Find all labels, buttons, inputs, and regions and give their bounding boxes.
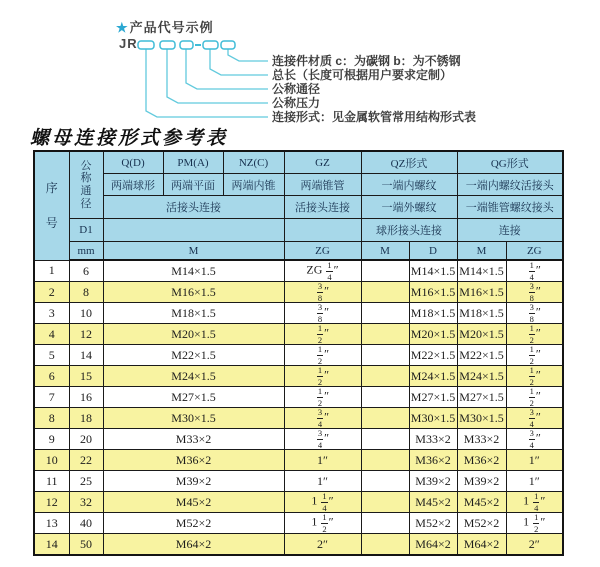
cell-qg-m: M39×2: [457, 471, 506, 492]
code-box: [203, 41, 218, 49]
header-unit-qz-m: M: [361, 242, 409, 261]
cell-qg-zg: $\frac{3}{8}$ ″: [506, 282, 563, 303]
cell-qg-zg: $\frac{1}{2}$ ″: [506, 387, 563, 408]
code-prefix: JR: [119, 36, 138, 51]
header-group-nzc: NZ(C): [223, 151, 284, 174]
cell-gz-zg: $\frac{3}{8}$ ″: [284, 282, 361, 303]
table-row: [34, 387, 563, 408]
header-mm: mm: [69, 242, 103, 261]
cell-gz-zg: 1″: [284, 471, 361, 492]
table-title: 螺母连接形式参考表: [30, 128, 229, 149]
table-row: [34, 492, 563, 513]
cell-qz-m: [361, 471, 409, 492]
header-unit-qg-m: M: [457, 242, 506, 261]
cell-dn: 10: [69, 303, 103, 324]
cell-qz-m: [361, 260, 409, 282]
cell-qz-d: M36×2: [409, 450, 457, 471]
cell-qz-d: M39×2: [409, 471, 457, 492]
header-group-pma: PM(A): [163, 151, 223, 174]
code-box: [221, 41, 235, 49]
header-empty-cell: [284, 219, 361, 242]
cell-qz-m: [361, 534, 409, 556]
cell-no: 7: [34, 387, 69, 408]
header-index: 序号: [34, 151, 69, 260]
code-label-connection: 连接形式：见金属软管常用结构形式表: [272, 110, 477, 124]
code-label-diameter: 公称通径: [272, 82, 321, 96]
cell-m: M24×1.5: [103, 366, 284, 387]
cell-no: 1: [34, 260, 69, 282]
cell-qz-m: [361, 408, 409, 429]
cell-m: M45×2: [103, 492, 284, 513]
header-qd-desc: 两端球形: [103, 174, 163, 196]
table-row: [34, 303, 563, 324]
cell-qz-m: [361, 345, 409, 366]
cell-no: 10: [34, 450, 69, 471]
cell-qz-m: [361, 429, 409, 450]
cell-no: 8: [34, 408, 69, 429]
cell-qg-m: M22×1.5: [457, 345, 506, 366]
header-pma-desc: 两端平面: [163, 174, 223, 196]
cell-qg-zg: 1 $\frac{1}{4}$ ″: [506, 492, 563, 513]
cell-qz-m: [361, 513, 409, 534]
header-qg-taper: 一端锥管螺纹接头: [457, 196, 563, 219]
header-group-qz: QZ形式: [361, 151, 457, 174]
cell-qz-d: M22×1.5: [409, 345, 457, 366]
cell-qg-zg: $\frac{1}{2}$ ″: [506, 366, 563, 387]
cell-gz-zg: $\frac{3}{4}$ ″: [284, 429, 361, 450]
cell-qz-d: M33×2: [409, 429, 457, 450]
header-qz-external: 一端外螺纹: [361, 196, 457, 219]
header-unit-m: M: [103, 242, 284, 261]
cell-qg-zg: 1 $\frac{1}{2}$ ″: [506, 513, 563, 534]
cell-qz-d: M18×1.5: [409, 303, 457, 324]
table-row: [34, 429, 563, 450]
header-gz-desc: 两端锥管: [284, 174, 361, 196]
cell-qz-d: M16×1.5: [409, 282, 457, 303]
cell-m: M27×1.5: [103, 387, 284, 408]
cell-qz-m: [361, 324, 409, 345]
cell-qg-m: M20×1.5: [457, 324, 506, 345]
cell-qg-zg: $\frac{3}{4}$ ″: [506, 408, 563, 429]
cell-qg-m: M27×1.5: [457, 387, 506, 408]
cell-no: 11: [34, 471, 69, 492]
cell-qg-m: M30×1.5: [457, 408, 506, 429]
table-row: [34, 450, 563, 471]
connector-line: [228, 49, 268, 61]
connector-line: [167, 49, 268, 103]
cell-qg-zg: $\frac{1}{2}$ ″: [506, 324, 563, 345]
cell-qz-m: [361, 450, 409, 471]
cell-m: M16×1.5: [103, 282, 284, 303]
cell-qg-zg: 1″: [506, 471, 563, 492]
table-row: [34, 345, 563, 366]
cell-qz-m: [361, 282, 409, 303]
cell-no: 5: [34, 345, 69, 366]
cell-dn: 18: [69, 408, 103, 429]
cell-no: 2: [34, 282, 69, 303]
code-box: [180, 41, 193, 49]
cell-m: M52×2: [103, 513, 284, 534]
cell-no: 9: [34, 429, 69, 450]
cell-qz-d: M64×2: [409, 534, 457, 556]
table-row: [34, 513, 563, 534]
cell-dn: 20: [69, 429, 103, 450]
table-row: [34, 471, 563, 492]
table-body: [34, 260, 563, 555]
header-qg-connection: 连接: [457, 219, 563, 242]
cell-qz-m: [361, 303, 409, 324]
cell-qz-m: [361, 366, 409, 387]
cell-gz-zg: $\frac{3}{8}$ ″: [284, 303, 361, 324]
cell-qz-d: M27×1.5: [409, 387, 457, 408]
cell-m: M30×1.5: [103, 408, 284, 429]
cell-qg-m: M24×1.5: [457, 366, 506, 387]
nut-connection-table: [33, 150, 564, 556]
cell-qz-m: [361, 492, 409, 513]
cell-no: 4: [34, 324, 69, 345]
cell-m: M33×2: [103, 429, 284, 450]
cell-gz-zg: $\frac{1}{2}$ ″: [284, 345, 361, 366]
cell-dn: 12: [69, 324, 103, 345]
cell-gz-zg: 1 $\frac{1}{4}$ ″: [284, 492, 361, 513]
header-qz-desc: 一端内螺纹: [361, 174, 457, 196]
cell-qg-zg: $\frac{1}{2}$ ″: [506, 345, 563, 366]
header-gz-union: 活接头连接: [284, 196, 361, 219]
table-row: [34, 282, 563, 303]
header-group-qd: Q(D): [103, 151, 163, 174]
header-d1: D1: [69, 219, 103, 242]
cell-gz-zg: ZG $\frac{1}{4}$ ″: [284, 260, 361, 282]
cell-qg-m: M52×2: [457, 513, 506, 534]
cell-gz-zg: $\frac{3}{4}$ ″: [284, 408, 361, 429]
code-box: [160, 41, 175, 49]
cell-qz-d: M20×1.5: [409, 324, 457, 345]
cell-qz-d: M24×1.5: [409, 366, 457, 387]
cell-gz-zg: 1 $\frac{1}{2}$ ″: [284, 513, 361, 534]
cell-qg-m: M18×1.5: [457, 303, 506, 324]
cell-dn: 50: [69, 534, 103, 556]
cell-qg-zg: $\frac{1}{4}$ ″: [506, 260, 563, 282]
code-label-length: 总长（长度可根据用户要求定制）: [272, 68, 453, 82]
cell-qz-d: M30×1.5: [409, 408, 457, 429]
cell-qg-m: M45×2: [457, 492, 506, 513]
diagram-heading-text: 产品代号示例: [129, 20, 214, 35]
cell-qz-d: M45×2: [409, 492, 457, 513]
header-unit-qg-zg: ZG: [506, 242, 563, 261]
cell-dn: 15: [69, 366, 103, 387]
cell-m: M22×1.5: [103, 345, 284, 366]
code-label-material: 连接件材质 c：为碳钢 b：为不锈钢: [272, 54, 461, 68]
cell-qg-m: M64×2: [457, 534, 506, 556]
connector-line: [186, 49, 268, 89]
cell-dn: 8: [69, 282, 103, 303]
header-qg-desc: 一端内螺纹活接头: [457, 174, 563, 196]
cell-no: 13: [34, 513, 69, 534]
cell-qg-zg: 1″: [506, 450, 563, 471]
cell-qg-m: M16×1.5: [457, 282, 506, 303]
cell-dn: 14: [69, 345, 103, 366]
header-nzc-desc: 两端内锥: [223, 174, 284, 196]
cell-dn: 32: [69, 492, 103, 513]
cell-qz-d: M14×1.5: [409, 260, 457, 282]
cell-no: 12: [34, 492, 69, 513]
cell-gz-zg: 1″: [284, 450, 361, 471]
cell-dn: 22: [69, 450, 103, 471]
cell-gz-zg: $\frac{1}{2}$ ″: [284, 366, 361, 387]
cell-m: M18×1.5: [103, 303, 284, 324]
table-row: [34, 324, 563, 345]
star-icon: ★: [116, 20, 129, 35]
cell-qz-d: M52×2: [409, 513, 457, 534]
table-row: [34, 534, 563, 556]
code-label-pressure: 公称压力: [272, 96, 321, 110]
cell-qg-m: M33×2: [457, 429, 506, 450]
header-group-qg: QG形式: [457, 151, 563, 174]
cell-qz-m: [361, 387, 409, 408]
cell-gz-zg: 2″: [284, 534, 361, 556]
cell-dn: 6: [69, 260, 103, 282]
cell-m: M64×2: [103, 534, 284, 556]
cell-no: 14: [34, 534, 69, 556]
cell-dn: 40: [69, 513, 103, 534]
cell-qg-m: M14×1.5: [457, 260, 506, 282]
cell-gz-zg: $\frac{1}{2}$ ″: [284, 387, 361, 408]
header-nominal-diameter: 公称通径: [69, 151, 103, 219]
cell-gz-zg: $\frac{1}{2}$ ″: [284, 324, 361, 345]
header-union-connection: 活接头连接: [103, 196, 284, 219]
diagram-heading: [116, 17, 214, 36]
table-row: [34, 408, 563, 429]
code-box: [138, 41, 154, 49]
header-empty-cell: [103, 219, 284, 242]
cell-m: M20×1.5: [103, 324, 284, 345]
table-row: [34, 366, 563, 387]
connector-line: [146, 49, 268, 117]
cell-dn: 25: [69, 471, 103, 492]
header-qz-ball-joint: 球形接头连接: [361, 219, 457, 242]
header-unit-zg: ZG: [284, 242, 361, 261]
header-group-gz: GZ: [284, 151, 361, 174]
cell-qg-zg: $\frac{3}{4}$ ″: [506, 429, 563, 450]
cell-qg-m: M36×2: [457, 450, 506, 471]
header-unit-qz-d: D: [409, 242, 457, 261]
cell-m: M36×2: [103, 450, 284, 471]
cell-no: 6: [34, 366, 69, 387]
cell-no: 3: [34, 303, 69, 324]
table-row: [34, 260, 563, 282]
cell-m: M39×2: [103, 471, 284, 492]
cell-m: M14×1.5: [103, 260, 284, 282]
cell-qg-zg: $\frac{3}{8}$ ″: [506, 303, 563, 324]
cell-dn: 16: [69, 387, 103, 408]
cell-qg-zg: 2″: [506, 534, 563, 556]
connector-line: [210, 49, 268, 75]
